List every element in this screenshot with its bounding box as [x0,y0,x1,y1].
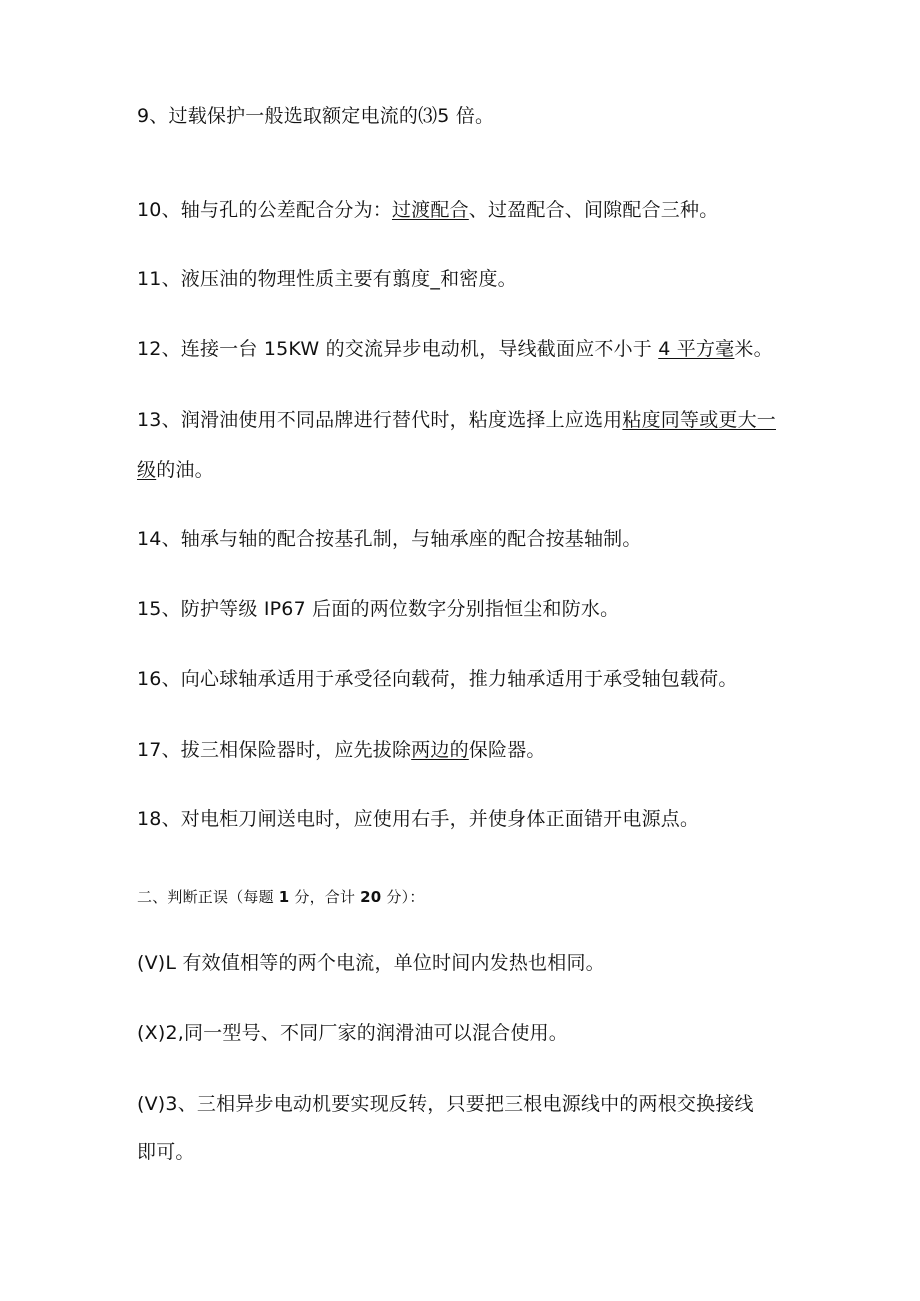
judgment-2-text: (X)2,同一型号、不同厂家的润滑油可以混合使用。 [137,1022,568,1044]
item-12-text-a: 12、连接一台 15KW 的交流异步电动机，导线截面应不小于 [137,338,659,360]
judgment-3-text-a: (V)3、三相异步电动机要实现反转，只要把三根电源线中的两根交换接线 [137,1093,754,1115]
item-15 [137,597,619,621]
item-13-text-a: 13、润滑油使用不同品牌进行替代时，粘度选择上应选用 [137,409,623,431]
item-13-text-b: 的油。 [156,459,214,481]
judgment-1 [137,951,605,975]
item-18 [137,807,699,831]
section-2-suffix: 分）： [381,888,425,906]
item-17 [137,738,546,762]
item-17-text-a: 17、拔三相保险器时，应先拔除 [137,739,412,761]
item-13-answer-a: 粘度同等或更大一 [622,409,776,431]
section-2-heading [137,885,425,909]
item-17-text-b: 保险器。 [468,739,546,761]
item-13-answer-b: 级 [137,459,157,481]
section-2-prefix: 二、判断正误（每题 [137,888,279,906]
item-13-line1 [137,408,776,432]
item-14-text: 14、轴承与轴的配合按基孔制，与轴承座的配合按基轴制。 [137,528,642,550]
item-9 [137,104,494,128]
item-16-text: 16、向心球轴承适用于承受径向载荷，推力轴承适用于承受轴包载荷。 [137,668,738,690]
section-2-middle: 分，合计 [289,888,361,906]
item-13-line2 [137,458,214,482]
section-2-score-each: 1 [278,888,290,906]
judgment-2 [137,1021,568,1045]
item-11-text: 11、液压油的物理性质主要有翦度_和密度。 [137,268,517,290]
item-12-answer: 4 平方毫 [658,338,735,360]
item-11 [137,267,517,291]
item-14 [137,527,642,551]
item-12-text-b: 米。 [734,338,773,360]
item-10-text-b: 、过盈配合、间隙配合三种。 [468,199,719,221]
item-16 [137,667,738,691]
item-10 [137,198,718,222]
item-9-text: 9、过载保护一般选取额定电流的⑶5 倍。 [137,105,495,127]
judgment-3-line2 [137,1140,195,1164]
judgment-3-text-b: 即可。 [137,1141,195,1163]
item-15-text: 15、防护等级 IP67 后面的两位数字分别指恒尘和防水。 [137,598,620,620]
item-10-text-a: 10、轴与孔的公差配合分为： [137,199,392,221]
judgment-1-text: (V)L 有效值相等的两个电流，单位时间内发热也相同。 [137,952,605,974]
item-18-text: 18、对电柜刀闸送电时，应使用右手，并使身体正面错开电源点。 [137,808,700,830]
item-17-answer: 两边的 [411,739,469,761]
item-12 [137,337,773,361]
section-2-total: 20 [360,888,382,906]
judgment-3-line1 [137,1092,754,1116]
item-10-answer: 过渡配合 [391,199,469,221]
